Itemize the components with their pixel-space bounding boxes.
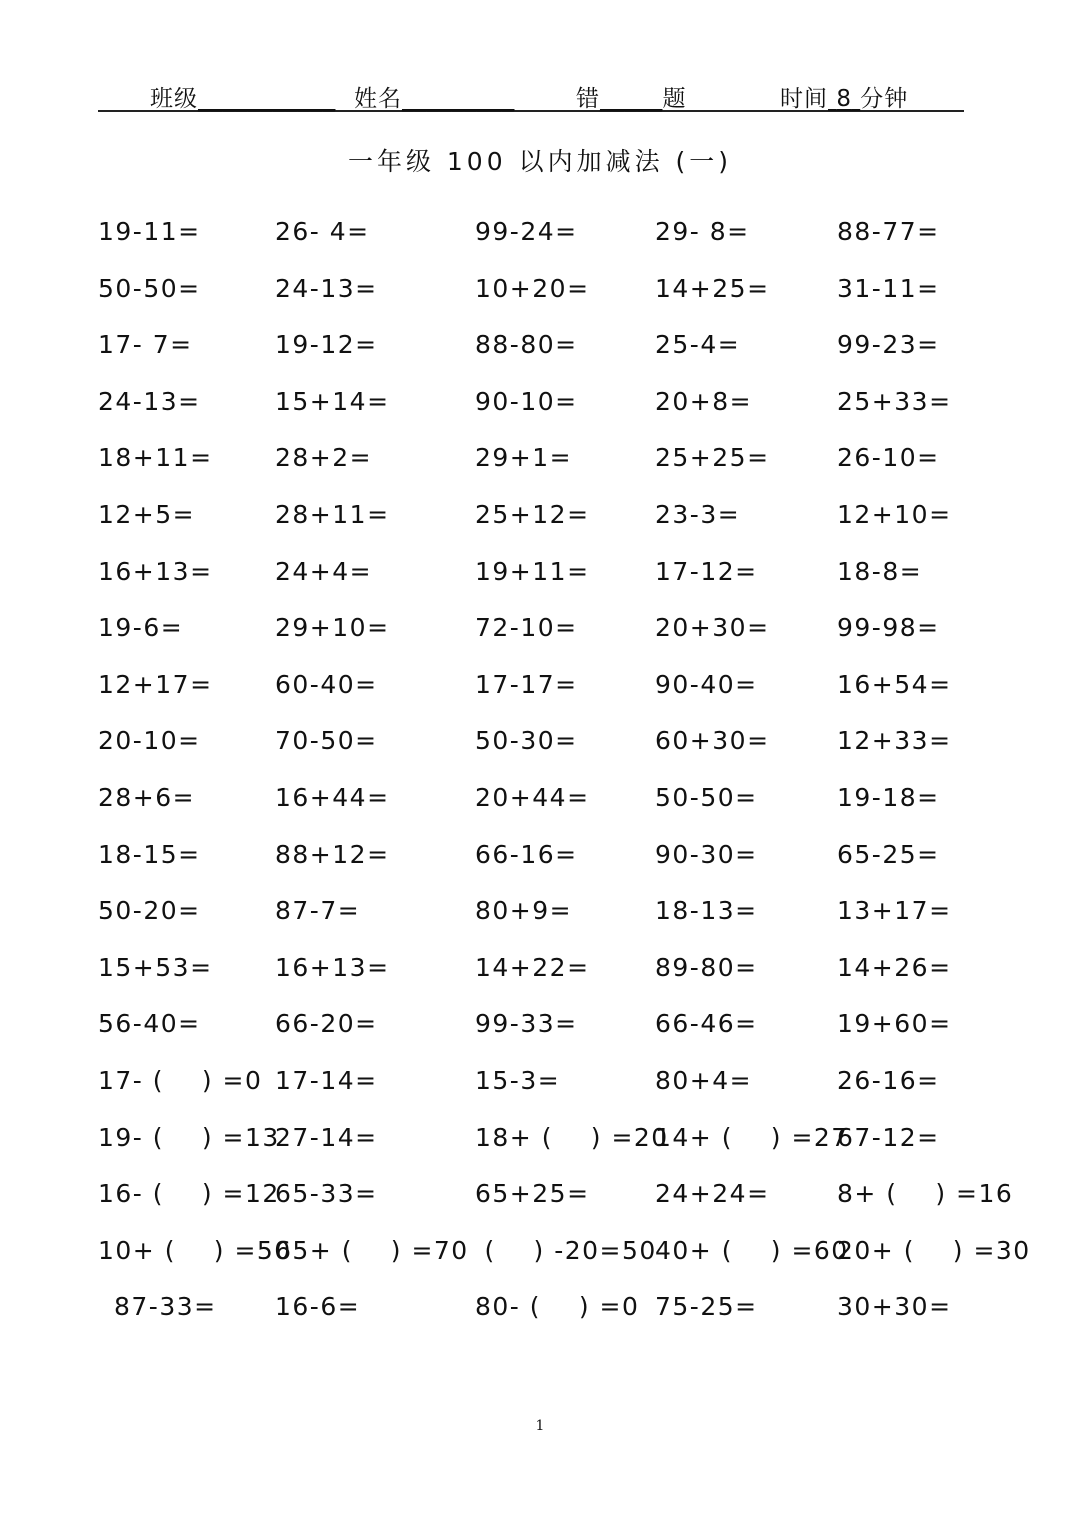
problem-item: 65+25= [475,1179,590,1209]
name-label: 姓名 [354,86,402,112]
problem-item: 15+53= [98,952,213,982]
class-field [150,80,336,113]
problem-item: 19-6= [98,613,184,643]
problem-row [98,327,1038,384]
class-blank: ___________ [198,86,336,112]
time-unit: 分钟 [860,86,909,112]
problem-item: 20+ ( ) =30 [837,1235,1031,1265]
problem-item: 29+10= [275,613,390,643]
wrong-blank: _____ [600,86,663,112]
problem-item: 10+20= [475,273,590,303]
problem-row [98,1289,1038,1346]
problem-item: 99-33= [475,1009,578,1039]
problem-item: 24-13= [98,386,201,416]
problem-row [98,950,1038,1007]
problem-item: 18-13= [655,896,758,926]
problem-item: 19-18= [837,782,940,812]
problem-row [98,1176,1038,1233]
problem-item: 17-12= [655,556,758,586]
problem-item: 88-80= [475,330,578,360]
problem-item: 60+30= [655,726,770,756]
problem-item: 27-14= [275,1122,378,1152]
problem-row [98,440,1038,497]
problem-row [98,1063,1038,1120]
problem-item: 16+54= [837,669,952,699]
problem-item: 26-16= [837,1065,940,1095]
problem-item: 56-40= [98,1009,201,1039]
problem-row [98,554,1038,611]
problem-item: 12+17= [98,669,213,699]
worksheet-title: 一年级 100 以内加减法 (一) [347,147,733,176]
problem-item: 65-25= [837,839,940,869]
problem-item: 75-25= [655,1292,758,1322]
problem-item: 17-17= [475,669,578,699]
problem-item: 24+4= [275,556,373,586]
problem-item: 90-10= [475,386,578,416]
problem-item: 66-16= [475,839,578,869]
problem-grid [98,214,1038,1346]
problem-row [98,1120,1038,1177]
problem-item: 16-6= [275,1292,361,1322]
problem-item: ( ) -20=50 [475,1235,657,1265]
problem-item: 67-12= [837,1122,940,1152]
problem-item: 28+2= [275,443,373,473]
problem-item: 31-11= [837,273,940,303]
problem-item: 50-20= [98,896,201,926]
problem-item: 17- 7= [98,330,193,360]
problem-item: 65-33= [275,1179,378,1209]
problem-item: 19+60= [837,1009,952,1039]
problem-item: 88+12= [275,839,390,869]
problem-item: 15-3= [475,1065,561,1095]
class-label: 班级 [150,86,198,112]
problem-row [98,723,1038,780]
problem-row [98,893,1038,950]
time-value: 8 [836,86,852,112]
wrong-suffix: 题 [662,86,687,112]
problem-item: 90-30= [655,839,758,869]
problem-item: 89-80= [655,952,758,982]
problem-item: 29+1= [475,443,573,473]
problem-item: 80+9= [475,896,573,926]
problem-item: 28+6= [98,782,196,812]
problem-item: 25-4= [655,330,741,360]
problem-item: 15+14= [275,386,390,416]
problem-item: 66-46= [655,1009,758,1039]
problem-item: 17-14= [275,1065,378,1095]
problem-item: 20+44= [475,782,590,812]
problem-item: 18+ ( ) =20 [475,1122,669,1152]
problem-item: 14+ ( ) =27 [655,1122,849,1152]
worksheet-header [98,76,964,112]
problem-item: 14+25= [655,273,770,303]
problem-item: 70-50= [275,726,378,756]
problem-item: 99-98= [837,613,940,643]
problem-item: 16+13= [275,952,390,982]
problem-row [98,1006,1038,1063]
name-field [354,80,515,113]
problem-item: 20+30= [655,613,770,643]
problem-row [98,384,1038,441]
problem-item: 26-10= [837,443,940,473]
name-blank: _________ [402,86,515,112]
problem-item: 30+30= [837,1292,952,1322]
problem-item: 18-8= [837,556,923,586]
wrong-field [576,80,687,113]
problem-row [98,837,1038,894]
problem-item: 19- ( ) =13 [98,1122,280,1152]
problem-item: 29- 8= [655,217,750,246]
problem-item: 40+ ( ) =60 [655,1235,849,1265]
problem-item: 23-3= [655,499,741,529]
problem-item: 12+5= [98,499,196,529]
problem-item: 72-10= [475,613,578,643]
problem-row [98,214,1038,271]
problem-item: 18-15= [98,839,201,869]
problem-row [98,780,1038,837]
problem-item: 24-13= [275,273,378,303]
problem-item: 25+25= [655,443,770,473]
problem-item: 19-12= [275,330,378,360]
problem-item: 87-33= [114,1292,217,1322]
problem-item: 80- ( ) =0 [475,1292,640,1322]
problem-row [98,610,1038,667]
page-number: 1 [535,1418,545,1434]
problem-item: 88-77= [837,217,940,246]
problem-item: 99-23= [837,330,940,360]
problem-item: 10+ ( ) =50 [98,1235,292,1265]
problem-item: 17- ( ) =0 [98,1065,263,1095]
problem-item: 50-50= [655,782,758,812]
problem-item: 13+17= [837,896,952,926]
problem-item: 16+13= [98,556,213,586]
problem-item: 99-24= [475,217,578,246]
problem-item: 50-50= [98,273,201,303]
problem-item: 66-20= [275,1009,378,1039]
problem-item: 19-11= [98,217,201,246]
problem-item: 26- 4= [275,217,370,246]
problem-item: 14+26= [837,952,952,982]
problem-item: 8+ ( ) =16 [837,1179,1014,1209]
problem-item: 20+8= [655,386,753,416]
time-field [780,80,908,113]
problem-item: 80+4= [655,1065,753,1095]
problem-item: 25+33= [837,386,952,416]
problem-item: 16- ( ) =12 [98,1179,280,1209]
problem-item: 12+10= [837,499,952,529]
problem-item: 16+44= [275,782,390,812]
problem-row [98,271,1038,328]
problem-item: 50-30= [475,726,578,756]
problem-item: 60-40= [275,669,378,699]
problem-item: 24+24= [655,1179,770,1209]
problem-item: 65+ ( ) =70 [275,1235,469,1265]
time-label: 时间 [780,86,828,112]
problem-row [98,497,1038,554]
problem-item: 14+22= [475,952,590,982]
problem-item: 90-40= [655,669,758,699]
problem-item: 20-10= [98,726,201,756]
problem-item: 25+12= [475,499,590,529]
problem-item: 18+11= [98,443,213,473]
problem-item: 19+11= [475,556,590,586]
problem-item: 12+33= [837,726,952,756]
problem-item: 28+11= [275,499,390,529]
problem-row [98,1233,1038,1290]
problem-row [98,667,1038,724]
problem-item: 87-7= [275,896,361,926]
wrong-label: 错 [576,86,600,112]
